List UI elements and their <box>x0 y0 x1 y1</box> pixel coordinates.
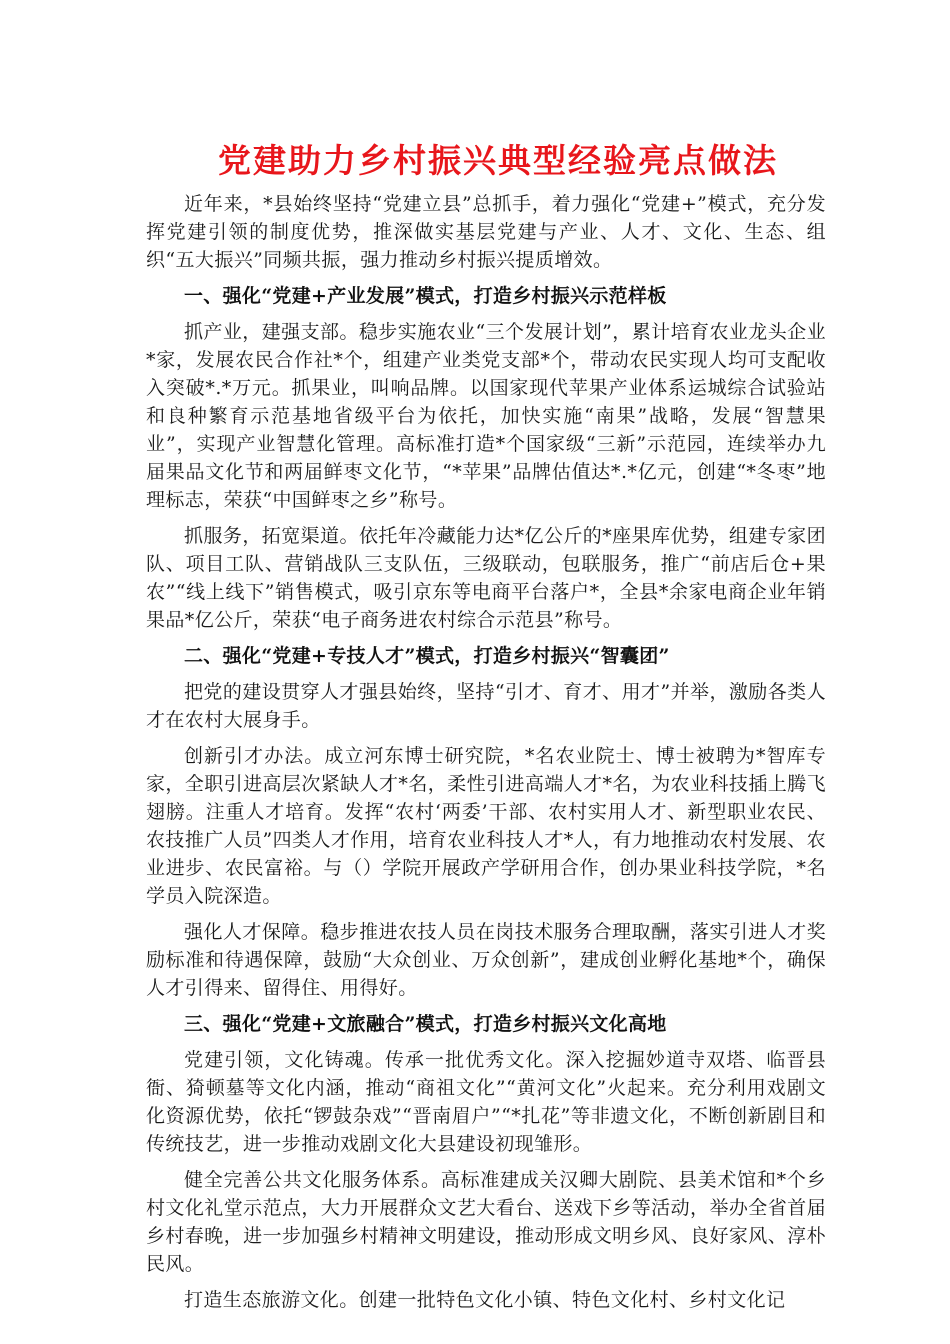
intro-paragraph: 近年来，*县始终坚持“党建立县”总抓手，着力强化“党建+”模式，充分发挥党建引领的制度优势，推深做实基层党建与产业、人才、文化、生态、组织“五大振兴”同频共振，强力推动乡村振兴提质增效。 <box>146 193 826 271</box>
section2-paragraph-1: 把党的建设贯穿人才强县始终，坚持“引才、育才、用才”并举，激励各类人才在农村大展身手。 <box>146 681 826 731</box>
section1-paragraph-2: 抓服务，拓宽渠道。依托年冷藏能力达*亿公斤的*座果库优势，组建专家团队、项目工队、营销战队三支队伍，三级联动，包联服务，推广“前店后仓+果农”“线上线下”销售模式，吸引京东等电商平台落户*，全县*余家电商企业年销果品*亿公斤，荣获“电子商务进农村综合示范县”称号。 <box>146 525 826 631</box>
section-heading-2: 二、强化“党建+专技人才”模式，打造乡村振兴“智囊团” <box>184 645 670 667</box>
section-heading-1: 一、强化“党建+产业发展”模式，打造乡村振兴示范样板 <box>184 285 667 307</box>
section2-paragraph-3: 强化人才保障。稳步推进农技人员在岗技术服务合理取酬，落实引进人才奖励标准和待遇保障，鼓励“大众创业、万众创新”，建成创业孵化基地*个，确保人才引得来、留得住、用得好。 <box>146 921 826 999</box>
section3-paragraph-3: 打造生态旅游文化。创建一批特色文化小镇、特色文化村、乡村文化记 <box>184 1289 786 1311</box>
section3-paragraph-2: 健全完善公共文化服务体系。高标准建成关汉卿大剧院、县美术馆和*个乡村文化礼堂示范点，大力开展群众文艺大看台、送戏下乡等活动，举办全省首届乡村春晚，进一步加强乡村精神文明建设，推动形成文明乡风、良好家风、淳朴民风。 <box>146 1169 826 1275</box>
section-heading-3: 三、强化“党建+文旅融合”模式，打造乡村振兴文化高地 <box>184 1013 667 1035</box>
section2-paragraph-2: 创新引才办法。成立河东博士研究院，*名农业院士、博士被聘为*智库专家，全职引进高层次紧缺人才*名，柔性引进高端人才*名，为农业科技插上腾飞翅膀。注重人才培育。发挥“农村‘两委’干部、农村实用人才、新型职业农民、农技推广人员”四类人才作用，培育农业科技人才*人，有力地推动农村发展、农业进步、农民富裕。与（）学院开展政产学研用合作，创办果业科技学院，*名学员入院深造。 <box>146 745 826 907</box>
section1-paragraph-1: 抓产业，建强支部。稳步实施农业“三个发展计划”，累计培育农业龙头企业*家，发展农民合作社*个，组建产业类党支部*个，带动农民实现人均可支配收入突破*.*万元。抓果业，叫响品牌。以国家现代苹果产业体系运城综合试验站和良种繁育示范基地省级平台为依托，加快实施“南果”战略，发展“智慧果业”，实现产业智慧化管理。高标准打造*个国家级“三新”示范园，连续举办九届果品文化节和两届鲜枣文化节，“*苹果”品牌估值达*.*亿元，创建“*冬枣”地理标志，荣获“中国鲜枣之乡”称号。 <box>146 321 826 511</box>
document-body <box>146 138 826 1322</box>
document-title: 党建助力乡村振兴典型经验亮点做法 <box>218 141 778 180</box>
section3-paragraph-1: 党建引领，文化铸魂。传承一批优秀文化。深入挖掘妙道寺双塔、临晋县衙、猗顿墓等文化内涵，推动“商祖文化”“黄河文化”火起来。充分利用戏剧文化资源优势，依托“锣鼓杂戏”“晋南眉户”“*扎花”等非遗文化，不断创新剧目和传统技艺，进一步推动戏剧文化大县建设初现雏形。 <box>146 1049 826 1155</box>
